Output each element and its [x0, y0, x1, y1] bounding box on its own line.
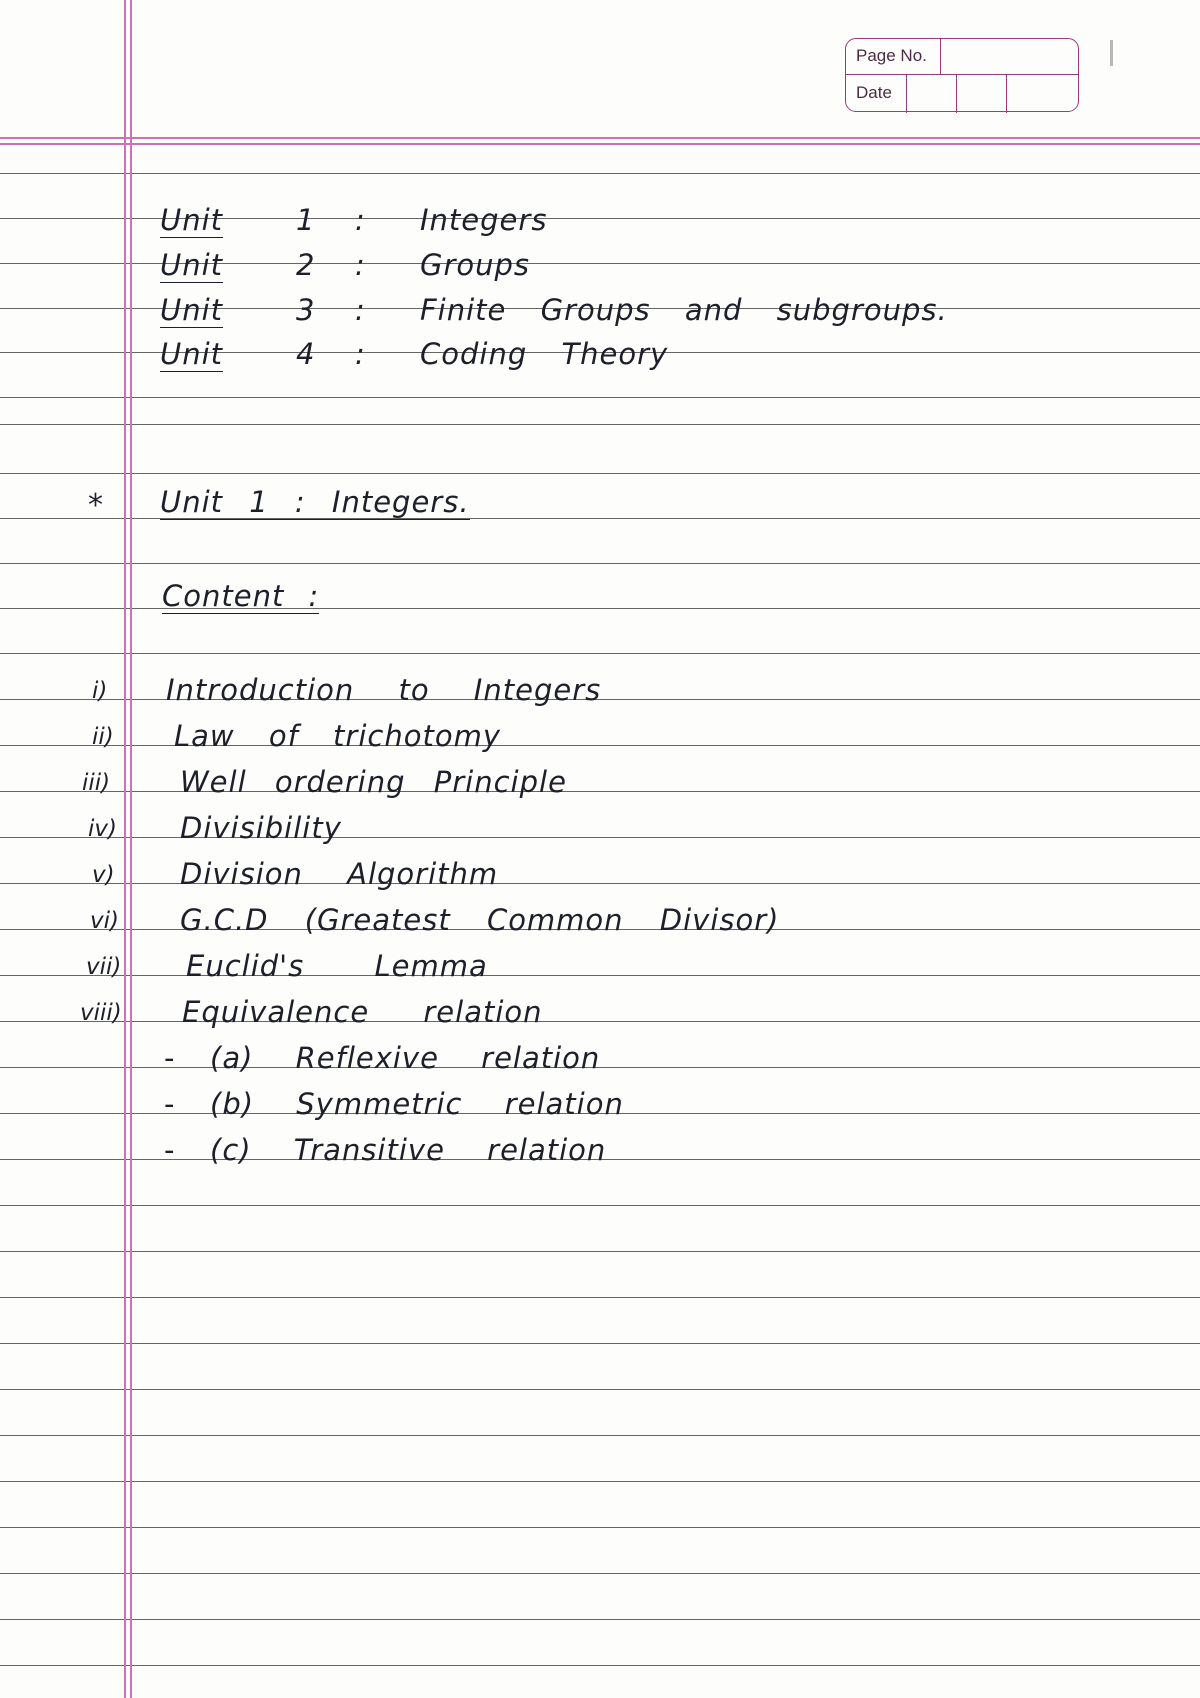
list-item: Equivalence relation [182, 995, 543, 1029]
unit-colon: : [355, 203, 366, 237]
ruled-line [0, 975, 1200, 976]
ruled-line [0, 653, 1200, 654]
divider [956, 75, 957, 113]
ruled-line [0, 1251, 1200, 1252]
divider [1006, 75, 1007, 113]
ruled-line [0, 1665, 1200, 1666]
list-marker: vi) [90, 908, 119, 934]
ruled-line [0, 1481, 1200, 1482]
list-marker: iv) [88, 816, 117, 842]
unit-number: 2 [296, 248, 316, 282]
list-marker: i) [92, 678, 108, 704]
ruled-line [0, 563, 1200, 564]
list-item: Division Algorithm [180, 857, 499, 891]
margin-line-left [130, 0, 132, 1698]
ruled-line [0, 1297, 1200, 1298]
pencil-mark [1110, 40, 1113, 66]
ruled-line [0, 1389, 1200, 1390]
unit-number: 1 [296, 203, 316, 237]
unit-title: Groups [420, 248, 531, 282]
list-item: Divisibility [180, 811, 342, 845]
unit-number: 3 [296, 293, 316, 327]
unit-title: Finite Groups and subgroups. [420, 293, 948, 327]
unit-title: Coding Theory [420, 337, 669, 371]
margin-line-top [0, 137, 1200, 139]
section-heading: Unit 1 : Integers. [160, 485, 470, 519]
page-number-date-box [845, 38, 1079, 112]
unit-title: Integers [420, 203, 548, 237]
ruled-line [0, 1573, 1200, 1574]
list-marker: viii) [80, 1000, 122, 1026]
margin-line-top [0, 143, 1200, 145]
ruled-line [0, 1619, 1200, 1620]
bullet-star: * [88, 488, 104, 523]
ruled-line [0, 1343, 1200, 1344]
date-row [846, 75, 1078, 113]
sub-item-dash: - [164, 1087, 176, 1121]
date-label: Date [856, 83, 892, 102]
ruled-line [0, 1435, 1200, 1436]
divider [906, 75, 907, 113]
divider [940, 39, 941, 75]
list-item: G.C.D (Greatest Common Divisor) [180, 903, 780, 937]
unit-label: Unit [160, 248, 224, 282]
content-label: Content : [162, 579, 320, 613]
unit-label: Unit [160, 293, 224, 327]
list-item: Introduction to Integers [166, 673, 602, 707]
list-marker: vii) [86, 954, 122, 980]
list-item: Euclid's Lemma [186, 949, 488, 983]
sub-item-dash: - [164, 1133, 176, 1167]
unit-number: 4 [296, 337, 316, 371]
unit-label: Unit [160, 337, 224, 371]
unit-colon: : [355, 337, 366, 371]
margin-line-left [124, 0, 126, 1698]
sub-list-item: (b) Symmetric relation [210, 1087, 624, 1121]
sub-item-dash: - [164, 1041, 176, 1075]
sub-list-item: (c) Transitive relation [210, 1133, 607, 1167]
sub-list-item: (a) Reflexive relation [210, 1041, 601, 1075]
list-marker: ii) [92, 724, 114, 750]
unit-colon: : [355, 293, 366, 327]
ruled-line [0, 1021, 1200, 1022]
page-number-row [846, 39, 1078, 75]
ruled-line [0, 173, 1200, 174]
ruled-line [0, 424, 1200, 425]
unit-colon: : [355, 248, 366, 282]
ruled-line [0, 397, 1200, 398]
ruled-line [0, 473, 1200, 474]
list-marker: v) [92, 862, 115, 888]
list-marker: iii) [82, 770, 111, 796]
ruled-line [0, 1527, 1200, 1528]
unit-label: Unit [160, 203, 224, 237]
list-item: Well ordering Principle [180, 765, 567, 799]
list-item: Law of trichotomy [174, 719, 501, 753]
page-number-label: Page No. [856, 46, 927, 65]
ruled-line [0, 1205, 1200, 1206]
